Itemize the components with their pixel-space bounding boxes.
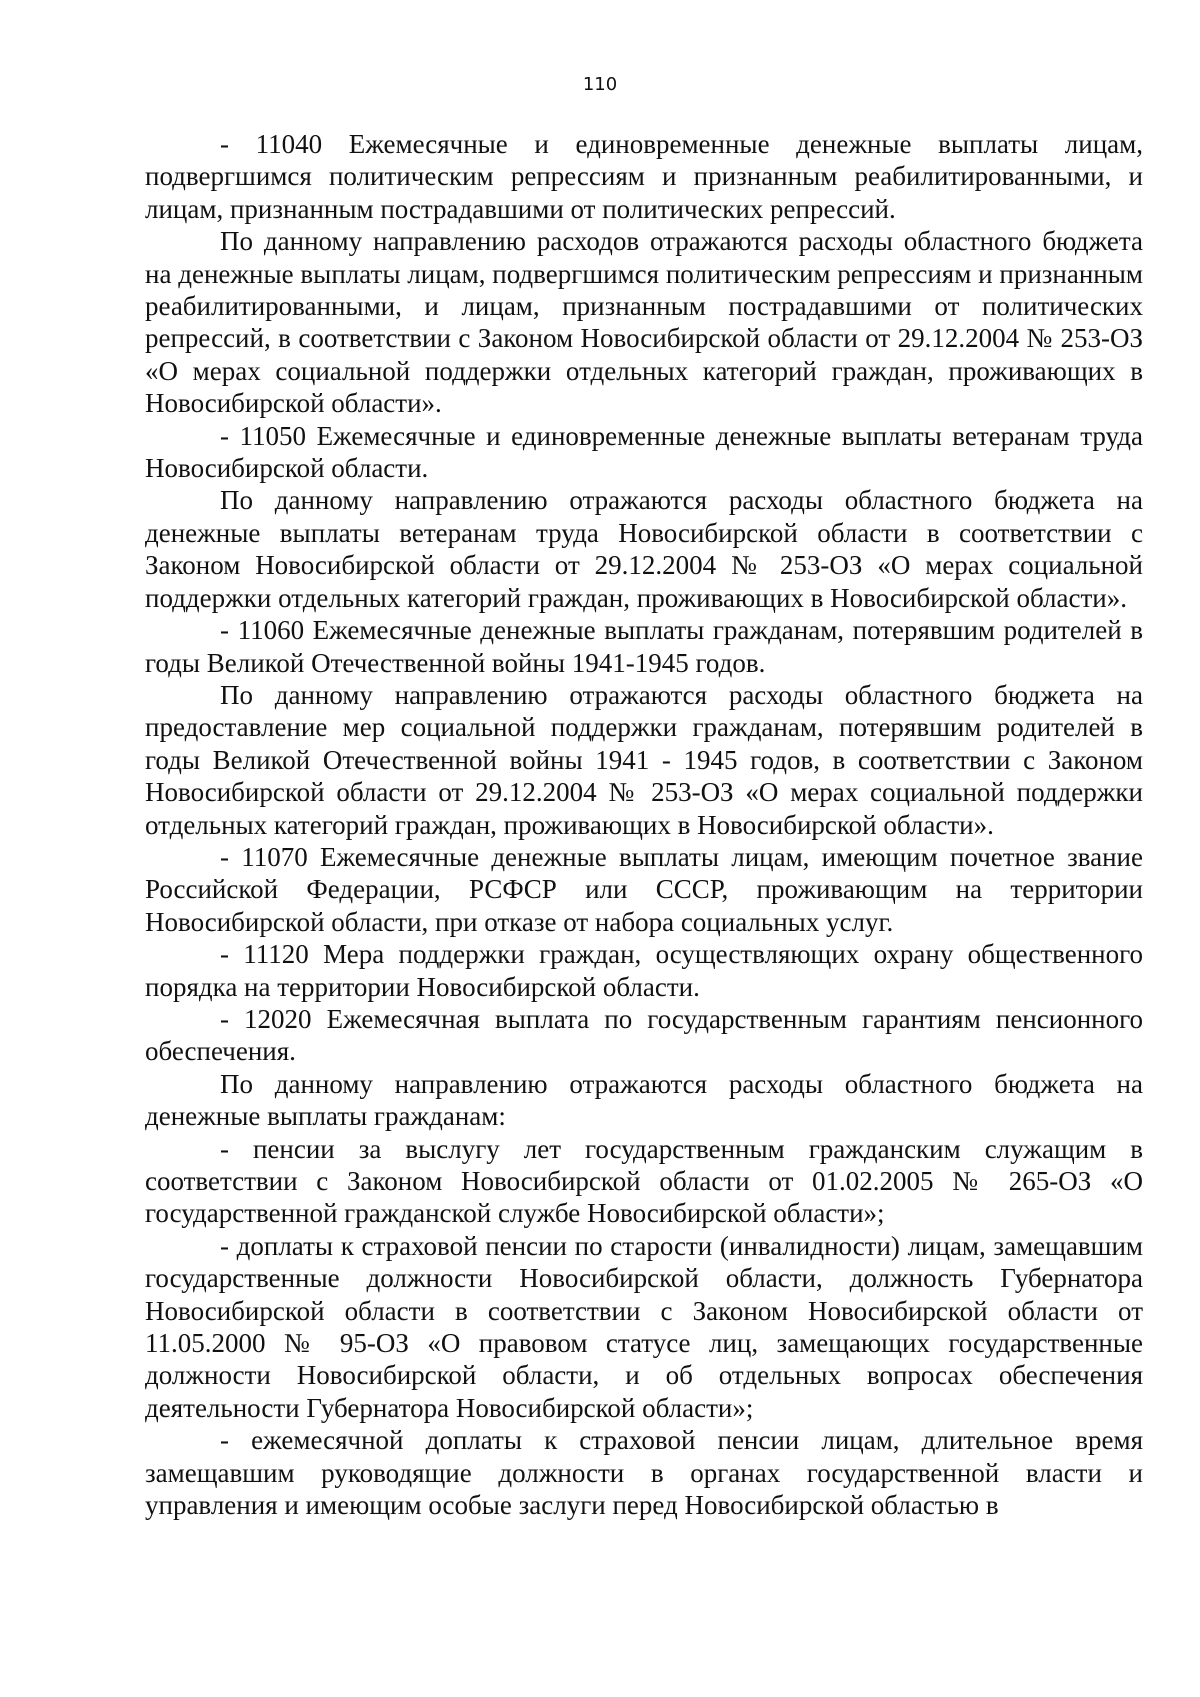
paragraph-12020-description: По данному направлению отражаются расходы областного бюджета на денежные выплаты гражданам: — [145, 1068, 1143, 1132]
paragraph-11060-heading: - 11060 Ежемесячные денежные выплаты гражданам, потерявшим родителей в годы Великой Отечественной войны 1941-1945 годов. — [145, 615, 1143, 678]
paragraph-11040-description: По данному направлению расходов отражаются расходы областного бюджета на денежные выплаты лицам, подвергшимся политическим репрессиям и признанным реабилитированными, и лицам, признанным пострадавшими от политических репрессий, в соответствии с Законом Новосибирской области от 29.12.2004 № 253-ОЗ «О мерах социальной поддержки отдельных категорий граждан, проживающих в Новосибирской области». — [145, 226, 1143, 419]
paragraph-11060-description: По данному направлению отражаются расходы областного бюджета на предоставление мер социальной поддержки гражданам, потерявшим родителей в годы Великой Отечественной войны 1941 - 1945 годов, в соответствии с Законом Новосибирской области от 29.12.2004 № 253-ОЗ «О мерах социальной поддержки отдельных категорий граждан, проживающих в Новосибирской области». — [145, 679, 1143, 840]
document-body — [145, 128, 1143, 1521]
list-item-pension-supplements: - доплаты к страховой пенсии по старости (инвалидности) лицам, замещавшим государственные должности Новосибирской области, должность Губернатора Новосибирской области в соответствии с Законом Новосибирской области от 11.05.2000 № 95-ОЗ «О правовом статусе лиц, замещающих государственные должности Новосибирской области, и об отдельных вопросах обеспечения деятельности Губернатора Новосибирской области»; — [145, 1230, 1143, 1423]
paragraph-11120-heading: - 11120 Мера поддержки граждан, осуществляющих охрану общественного порядка на территории Новосибирской области. — [145, 939, 1143, 1002]
list-item-monthly-supplement: - ежемесячной доплаты к страховой пенсии лицам, длительное время замещавшим руководящие должности в органах государственной власти и управления и имеющим особые заслуги перед Новосибирской областью в — [145, 1425, 1143, 1521]
paragraph-11070-heading: - 11070 Ежемесячные денежные выплаты лицам, имеющим почетное звание Российской Федерации, РСФСР или СССР, проживающим на территории Новосибирской области, при отказе от набора социальных услуг. — [145, 841, 1143, 937]
paragraph-11050-description: По данному направлению отражаются расходы областного бюджета на денежные выплаты ветеранам труда Новосибирской области в соответствии с Законом Новосибирской области от 29.12.2004 № 253-ОЗ «О мерах социальной поддержки отдельных категорий граждан, проживающих в Новосибирской области». — [145, 485, 1143, 613]
paragraph-11050-heading: - 11050 Ежемесячные и единовременные денежные выплаты ветеранам труда Новосибирской области. — [145, 420, 1143, 484]
paragraph-11040-heading: - 11040 Ежемесячные и единовременные денежные выплаты лицам, подвергшимся политическим репрессиям и признанным реабилитированными, и лицам, признанным пострадавшими от политических репрессий. — [145, 129, 1143, 224]
list-item-pensions: - пенсии за выслугу лет государственным гражданским служащим в соответствии с Законом Новосибирской области от 01.02.2005 № 265-ОЗ «О государственной гражданской службе Новосибирской области»; — [145, 1133, 1143, 1229]
paragraph-12020-heading: - 12020 Ежемесячная выплата по государственным гарантиям пенсионного обеспечения. — [145, 1003, 1143, 1067]
page-number: 110 — [582, 74, 618, 95]
